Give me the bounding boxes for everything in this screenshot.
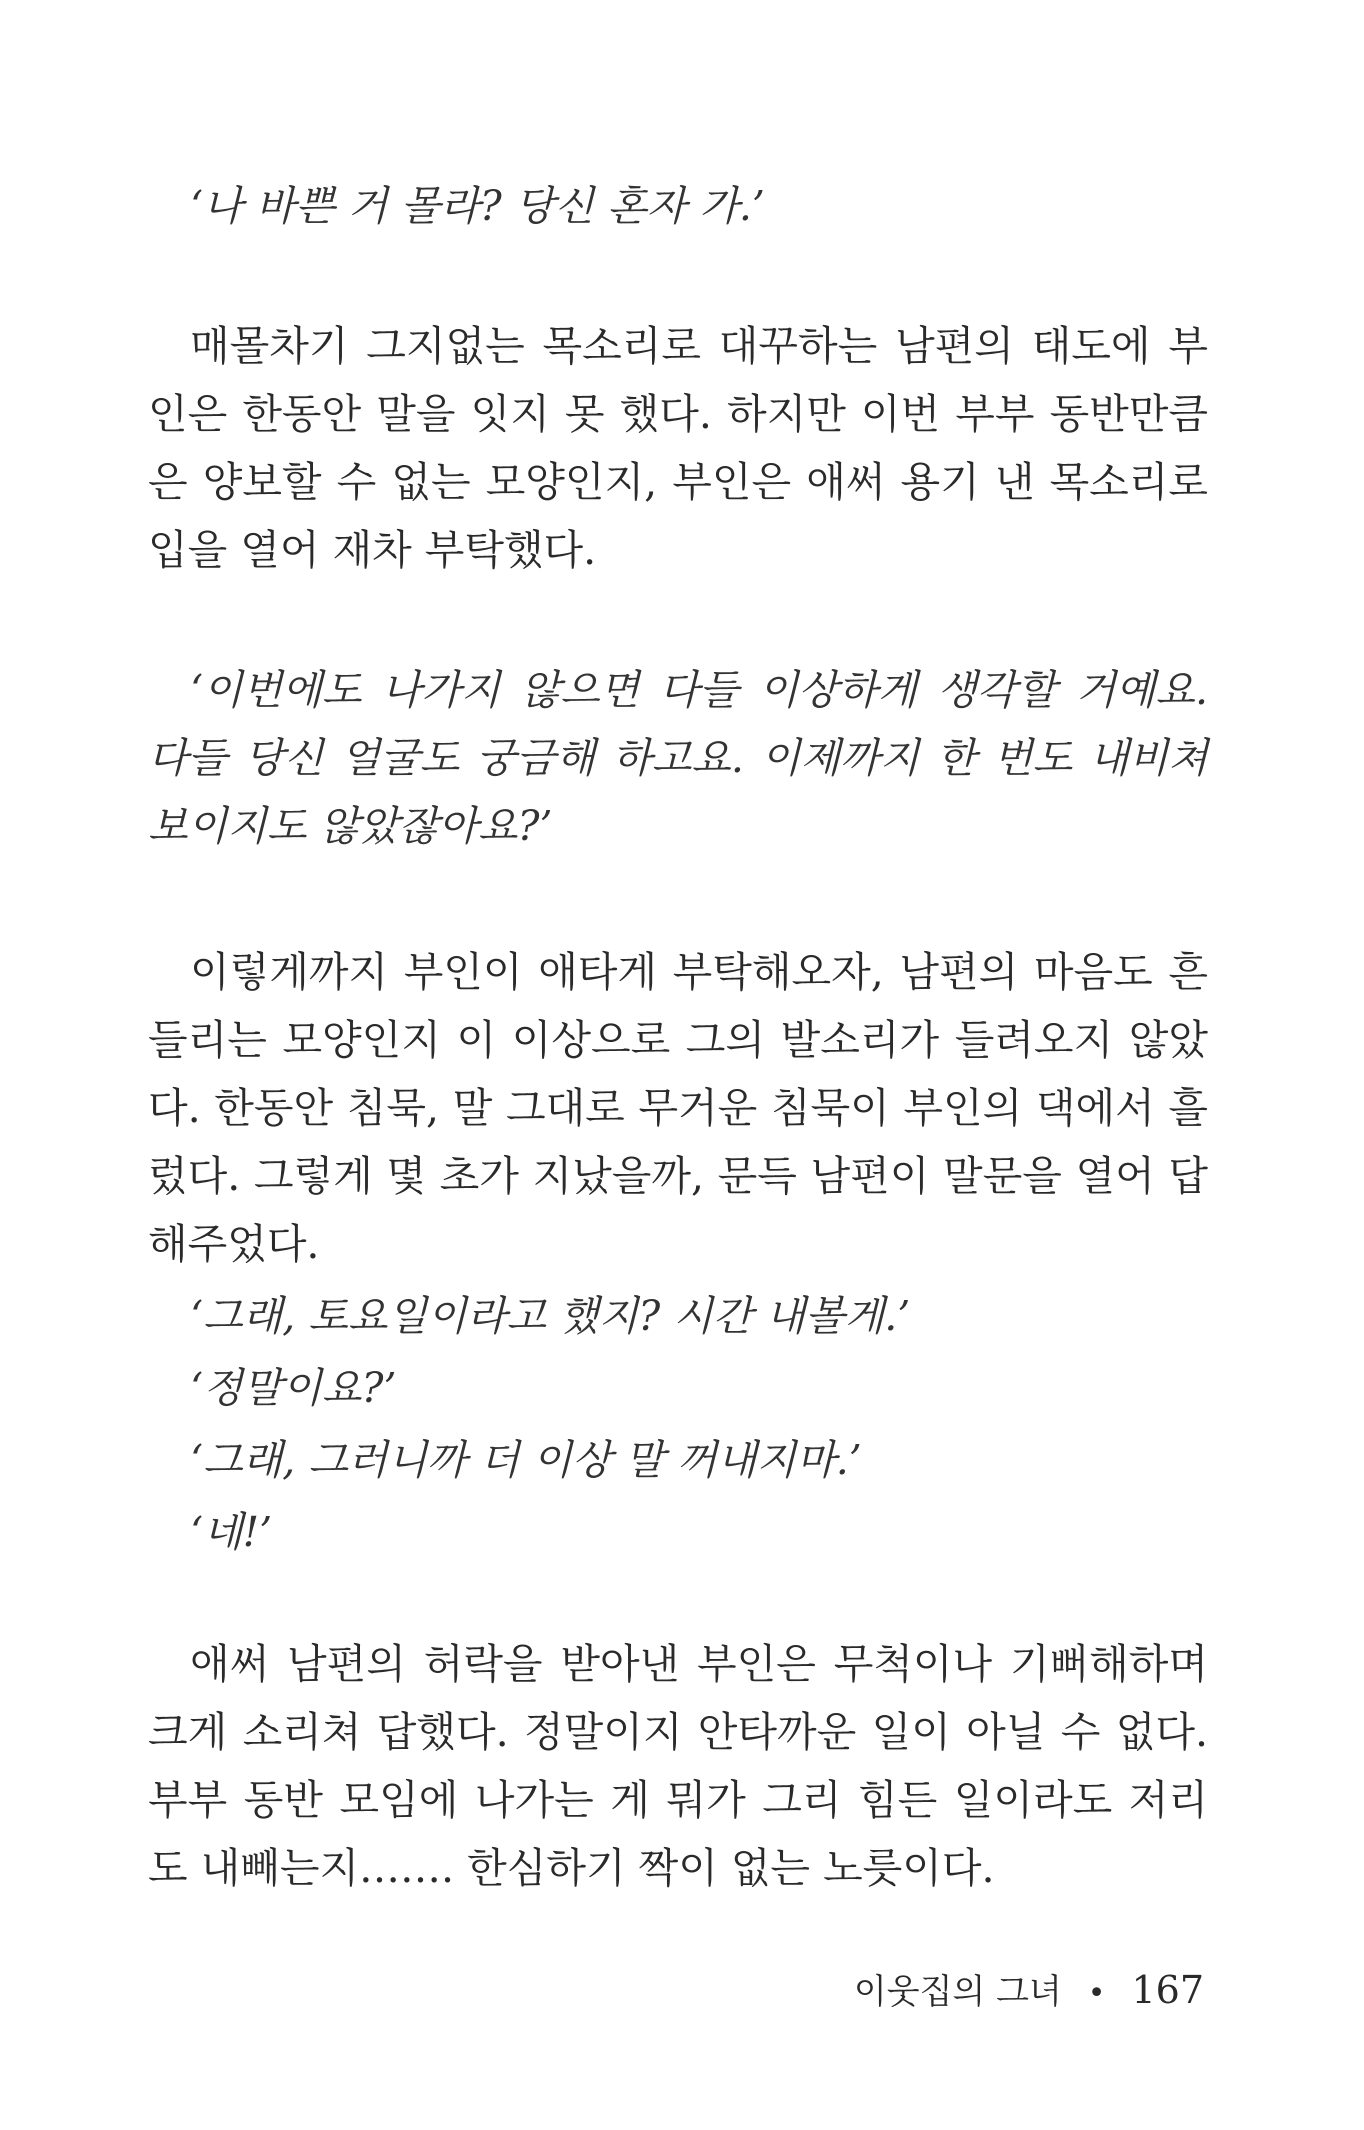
dialogue-line: ‘그래, 그러니까 더 이상 말 꺼내지마.’ (190, 1436, 862, 1484)
bullet-separator: • (1087, 1976, 1106, 2011)
quote-husband-refusal: ‘나 바쁜 거 몰라? 당신 혼자 가.’ (190, 182, 765, 230)
dialogue-line: ‘그래, 토요일이라고 했지? 시간 내볼게.’ (190, 1292, 911, 1340)
chapter-title: 이웃집의 그녀 (853, 1972, 1062, 2012)
dialogue-line: ‘네!’ (190, 1508, 273, 1556)
quote-wife-request: ‘이번에도 나가지 않으면 다들 이상하게 생각할 거예요. 다들 당신 얼굴도 궁금해 하고요. 이제까지 한 번도 내비쳐 보이지도 않았잖아요?’ (148, 666, 1208, 850)
page-footer (0, 1966, 1204, 2018)
page-number: 167 (1131, 1968, 1204, 2012)
paragraph-wife-persists: 매몰차기 그지없는 목소리로 대꾸하는 남편의 태도에 부인은 한동안 말을 잇지 못 했다. 하지만 이번 부부 동반만큼은 양보할 수 없는 모양인지, 부인은 애써 용기 낸 목소리로 입을 열어 재차 부탁했다. (148, 322, 1208, 574)
dialogue-line: ‘정말이요?’ (190, 1364, 397, 1412)
paragraph-husband-silence: 이렇게까지 부인이 애타게 부탁해오자, 남편의 마음도 흔들리는 모양인지 이 이상으로 그의 발소리가 들려오지 않았다. 한동안 침묵, 말 그대로 무거운 침묵이 부인의 댁에서 흘렀다. 그렇게 몇 초가 지났을까, 문득 남편이 말문을 열어 답해주었다. (148, 948, 1208, 1268)
paragraph-narrator-comment: 애써 남편의 허락을 받아낸 부인은 무척이나 기뻐해하며 크게 소리쳐 답했다. 정말이지 안타까운 일이 아닐 수 없다. 부부 동반 모임에 나가는 게 뭐가 그리 힘든 일이라도 저리도 내빼는지……. 한심하기 짝이 없는 노릇이다. (148, 1640, 1208, 1892)
dialogue-exchange (190, 1280, 1190, 1568)
